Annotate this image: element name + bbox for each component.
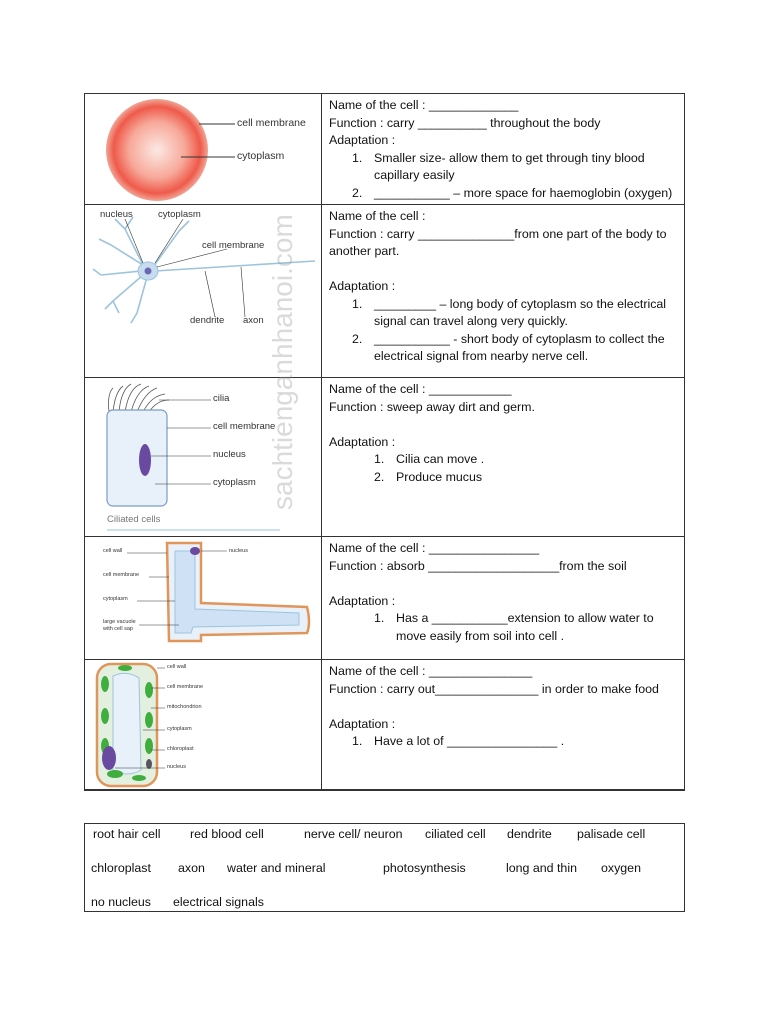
adaptation-label: Adaptation : bbox=[329, 279, 396, 293]
name-line: Name of the cell : ________________ bbox=[329, 541, 540, 555]
word-bank-item: oxygen bbox=[601, 861, 641, 875]
word-bank bbox=[84, 823, 685, 912]
word-bank-item: no nucleus bbox=[91, 895, 151, 909]
word-bank-item: ciliated cell bbox=[425, 827, 486, 841]
word-bank-item: photosynthesis bbox=[383, 861, 466, 875]
row-ciliated-cell bbox=[85, 378, 684, 537]
row-root-hair-cell bbox=[85, 537, 684, 660]
name-line: Name of the cell : ____________ bbox=[329, 382, 512, 396]
palisade-nucleus-shape bbox=[102, 746, 116, 770]
adaptation-list bbox=[329, 733, 684, 751]
label-dendrite: dendrite bbox=[190, 315, 225, 326]
name-line: Name of the cell : _______________ bbox=[329, 664, 533, 678]
label-cell-sap: with cell sap bbox=[103, 626, 133, 632]
row-palisade-cell bbox=[85, 660, 684, 790]
adaptation-list bbox=[329, 451, 684, 486]
label-nucleus: nucleus bbox=[167, 764, 186, 770]
function-line: Function : sweep away dirt and germ. bbox=[329, 399, 535, 414]
red-blood-cell-shape bbox=[106, 99, 208, 201]
word-bank-item: dendrite bbox=[507, 827, 552, 841]
function-line: Function : carry __________ throughout the body bbox=[329, 115, 601, 130]
adaptation-item: 1. Have a lot of ________________ . bbox=[352, 734, 565, 748]
nerve-nucleus-shape bbox=[145, 268, 152, 275]
label-nucleus: nucleus bbox=[100, 209, 133, 220]
label-cell-membrane: cell membrane bbox=[213, 421, 276, 432]
label-cell-membrane: cell membrane bbox=[167, 684, 204, 690]
function-line: Function : absorb ___________________from the soil bbox=[329, 558, 627, 573]
adaptation-item: 1. _________ – long body of cytoplasm so the electrical signal can travel along very quickly. bbox=[352, 296, 667, 328]
label-cell-membrane: cell membrane bbox=[237, 117, 306, 129]
word-bank-line-2 bbox=[85, 861, 684, 879]
label-cell-wall: cell wall bbox=[103, 548, 123, 554]
red-blood-cell-diagram bbox=[85, 94, 322, 204]
root-hair-cell-text bbox=[322, 537, 684, 659]
adaptation-item: 2. ___________ - short body of cytoplasm to collect the electrical signal from nearby nerve cell. bbox=[352, 331, 665, 363]
adaptation-list bbox=[329, 610, 684, 645]
diagram-caption: Ciliated cells bbox=[107, 514, 161, 525]
label-cytoplasm: cytoplasm bbox=[158, 209, 201, 220]
name-line: Name of the cell : _____________ bbox=[329, 98, 519, 112]
label-cytoplasm: cytoplasm bbox=[213, 477, 256, 488]
red-blood-cell-illustration bbox=[85, 94, 322, 204]
red-blood-cell-text bbox=[322, 94, 684, 204]
row-nerve-cell bbox=[85, 205, 684, 378]
palisade-cell-diagram bbox=[85, 660, 322, 789]
row-red-blood-cell bbox=[85, 94, 684, 205]
adaptation-item: 1. Has a ___________extension to allow water to move easily from soil into cell . bbox=[374, 611, 654, 643]
word-bank-item: long and thin bbox=[506, 861, 577, 875]
adaptation-list bbox=[329, 150, 684, 203]
word-bank-line-3 bbox=[85, 895, 684, 913]
label-nucleus: nucleus bbox=[229, 548, 248, 554]
label-cell-wall: cell wall bbox=[167, 664, 187, 670]
label-cytoplasm: cytoplasm bbox=[103, 596, 128, 602]
label-nucleus: nucleus bbox=[213, 449, 246, 460]
label-cytoplasm: cytoplasm bbox=[237, 150, 285, 162]
palisade-cell-illustration bbox=[85, 660, 322, 789]
label-cilia: cilia bbox=[213, 393, 230, 404]
word-bank-item: root hair cell bbox=[93, 827, 161, 841]
word-bank-item: water and mineral bbox=[227, 861, 326, 875]
adaptation-item: 1. Smaller size- allow them to get through tiny blood capillary easily bbox=[352, 150, 645, 182]
label-large-vacuole: large vacuole bbox=[103, 619, 136, 625]
ciliated-cell-text bbox=[322, 378, 684, 536]
label-axon: axon bbox=[243, 315, 264, 326]
name-line: Name of the cell : bbox=[329, 209, 426, 223]
label-mitochondrion: mitochondrion bbox=[167, 704, 202, 710]
word-bank-item: palisade cell bbox=[577, 827, 646, 841]
word-bank-item: electrical signals bbox=[173, 895, 264, 909]
label-cell-membrane: cell membrane bbox=[103, 572, 140, 578]
adaptation-item: 1. Cilia can move . bbox=[374, 452, 485, 466]
function-line: Function : carry out_______________ in order to make food bbox=[329, 681, 659, 696]
root-nucleus-shape bbox=[190, 547, 200, 555]
label-cytoplasm: cytoplasm bbox=[167, 726, 192, 732]
word-bank-item: nerve cell/ neuron bbox=[304, 827, 403, 841]
adaptation-item: 2. ___________ – more space for haemoglobin (oxygen) bbox=[352, 185, 673, 200]
adaptation-item: 2. Produce mucus bbox=[374, 469, 483, 484]
ciliated-nucleus-shape bbox=[139, 444, 151, 476]
adaptation-label: Adaptation : bbox=[329, 716, 396, 731]
adaptation-label: Adaptation : bbox=[329, 133, 396, 147]
palisade-cell-text bbox=[322, 660, 684, 789]
word-bank-item: red blood cell bbox=[190, 827, 264, 841]
adaptation-label: Adaptation : bbox=[329, 434, 396, 449]
label-chloroplast: chloroplast bbox=[167, 746, 194, 752]
word-bank-item: axon bbox=[178, 861, 205, 875]
nerve-cell-text bbox=[322, 205, 684, 377]
word-bank-item: chloroplast bbox=[91, 861, 151, 875]
adaptation-label: Adaptation : bbox=[329, 593, 396, 608]
function-line: Function : carry ______________from one part of the body to another part. bbox=[329, 226, 667, 258]
worksheet-table bbox=[84, 93, 685, 791]
ciliated-cell-body bbox=[107, 410, 167, 506]
root-hair-cell-diagram bbox=[85, 537, 322, 659]
watermark-text: sachtienganhhanoi.com bbox=[267, 214, 298, 510]
label-cell-membrane: cell membrane bbox=[202, 240, 265, 251]
watermark bbox=[267, 190, 303, 530]
adaptation-list bbox=[329, 296, 684, 366]
word-bank-line-1 bbox=[85, 827, 684, 845]
